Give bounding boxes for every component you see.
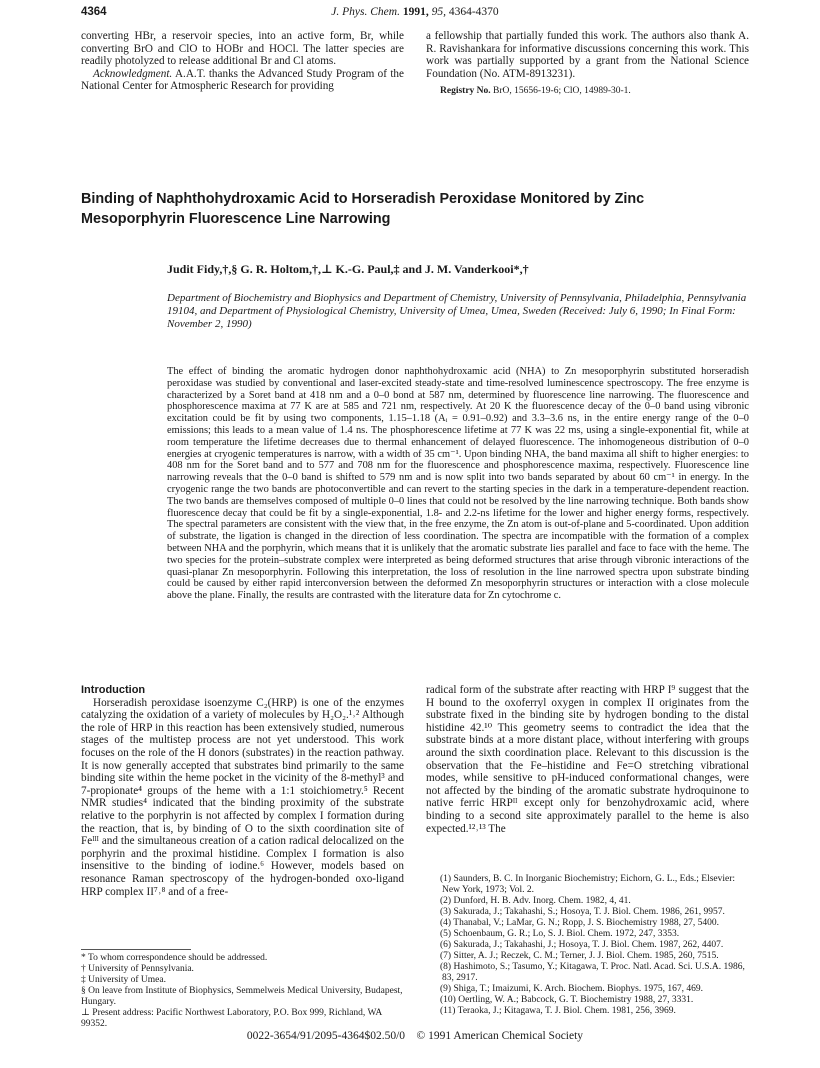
prev-article-text: converting HBr, a reservoir species, into an active form, Br, while converting BrO and ClO to HOBr and HOCl. The latter species are readily photolyzed to release additional Br and Cl atoms. [81,30,404,68]
article-title: Binding of Naphthohydroxamic Acid to Horseradish Peroxidase Monitored by Zinc Mesoporphyrin Fluorescence Line Narrowing [81,191,645,227]
reference-item: (8) Hashimoto, S.; Tasumo, Y.; Kitagawa, T. Proc. Natl. Acad. Sci. U.S.A. 1986, 83, 2917. [440,962,745,983]
footnote: * To whom correspondence should be addressed. [81,953,268,963]
footnotes [81,953,404,1030]
page-footer [81,1030,749,1042]
intro-right-column [426,684,749,835]
registry-label: Registry No. [440,86,491,97]
journal-year: 1991, [402,6,429,18]
page-number: 4364 [81,6,107,18]
reference-item: (2) Dunford, H. B. Adv. Inorg. Chem. 1982, 4, 41. [440,896,631,906]
running-header [81,6,749,22]
footnote: † University of Pennsylvania. [81,964,194,974]
footnote: § On leave from Institute of Biophysics, Semmelweis Medical University, Budapest, Hungary. [81,986,403,1007]
journal-name: J. Phys. Chem. [331,6,400,18]
article-code: 0022-3654/91/2095-4364$02.50/0 [246,1030,406,1042]
prev-article-right-text: a fellowship that partially funded this work. The authors also thank A. R. Ravishankara for informative discussions concerning this work. This work was partially supported by a grant from the National Science Foundation (No. ATM-8913231). [426,30,749,80]
reference-item: (11) Teraoka, J.; Kitagawa, T. J. Biol. Chem. 1981, 256, 3969. [440,1006,676,1016]
journal-volume: 95, [431,6,446,18]
ack-text: A.A.T. thanks the Advanced Study Program of the National Center for Atmospheric Research for providing [81,67,404,93]
reference-item: (1) Saunders, B. C. In Inorganic Biochemistry; Eichorn, G. L., Eds.; Elsevier: New York, 1973; Vol. 2. [440,874,736,895]
references [426,874,749,1017]
intro-paragraph-1: Horseradish peroxidase isoenzyme C₂(HRP) is one of the enzymes catalyzing the oxidation of a variety of molecules by H₂O₂.¹˒² Although the role of HRP in this reaction has been extensively studied, numerous stages of the multistep process are not yet understood. This work focuses on the role of the H donors (substrates) in the reaction pathway. It is now generally accepted that substrates bind primarily to the same binding site within the heme pocket in the vicinity of the 8-methyl³ and 7-propionate⁴ groups of the heme with a 1:1 stoichiometry.⁵ Recent NMR studies⁴ indicated that the binding proximity of the substrate relative to the porphyrin is not affected by complex I formation during the reaction, that is, by binding of O to the sixth coordination site of Feᴵᴵᴵ and the simultaneous creation of a cation radical delocalized on the porphyrin and the proximal histidine. Complex I formation is also insensitive to the binding of iodine.⁶ However, models based on resonance Raman spectroscopy of the hydrogen-bonded oxo-ligand HRP complex II⁷˒⁸ and of a free- [81,696,404,898]
section-heading-introduction: Introduction [81,684,146,696]
ack-label: Acknowledgment. [93,67,173,80]
reference-item: (3) Sakurada, J.; Takahashi, S.; Hosoya, T. J. Biol. Chem. 1986, 261, 9957. [440,907,725,917]
reference-item: (6) Sakurada, J.; Takahashi, J.; Hosoya, T. J. Biol. Chem. 1987, 262, 4407. [440,940,724,950]
journal-citation [81,6,749,18]
author-list: Judit Fidy,†,§ G. R. Holtom,†,⊥ K.-G. Paul,‡ and J. M. Vanderkooi*,† [167,262,529,276]
reference-item: (7) Sitter, A. J.; Reczek, C. M.; Terner, J. J. Biol. Chem. 1985, 260, 7515. [440,951,719,961]
copyright: © 1991 American Chemical Society [416,1030,584,1042]
footnote-rule [81,949,191,950]
registry-numbers [426,86,749,97]
prev-article-right-column [426,30,749,97]
footnote: ⊥ Present address: Pacific Northwest Laboratory, P.O. Box 999, Richland, WA 99352. [81,1008,382,1029]
reference-item: (9) Shiga, T.; Imaizumi, K. Arch. Biochem. Biophys. 1975, 167, 469. [440,984,703,994]
intro-left-column [81,684,404,898]
intro-paragraph-2: radical form of the substrate after reacting with HRP I⁹ suggest that the H bound to the oxoferryl oxygen in complex II originates from the substrate fixed in the binding site by hydrogen bonding to the distal histidine 42.¹⁰ This geometry seems to contradict the idea that the substrate binds at a more distant place, without interfering with groups around the sixth coordination place. Relevant to this discussion is the observation that the Fe–histidine and Fe=O stretching vibrational modes, while sensitive to pH-induced conformational changes, were not affected by the binding of the aromatic substrate hydroquinone to native ferric HRPᴵᴵ except only for benzohydroxamic acid, where binding to a second site approximately parallel to the heme is also expected.¹²˒¹³ The [426,684,749,835]
journal-pages: 4364-4370 [448,6,499,18]
registry-text: BrO, 15656-19-6; ClO, 14989-30-1. [493,86,631,97]
affiliation: Department of Biochemistry and Biophysics and Department of Chemistry, University of Pennsylvania, Philadelphia, Pennsylvania 19104, and Department of Physiological Chemistry, University of Umea, Umea, Sweden (Received: July 6, 1990; In Final Form: November 2, 1990) [167,292,747,330]
reference-item: (4) Thanabal, V.; LaMar, G. N.; Ropp, J. S. Biochemistry 1988, 27, 5400. [440,918,720,928]
footnote-divider [81,949,191,950]
abstract: The effect of binding the aromatic hydrogen donor naphthohydroxamic acid (NHA) to Zn mesoporphyrin substituted horseradish peroxidase was studied by conventional and laser-excited steady-state and time-resolved luminescence spectroscopy. The free enzyme is characterized by a Soret band at 418 nm and a 0–0 bond at 587 nm, determined by fluorescence line narrowing. The fluorescence and phosphorescence maxima at 77 K are at 585 and 721 nm, respectively. At 20 K the fluorescence decay of the 0–0 band using vibronic excitation could be fit by using two components, 1.15–1.18 (Aᵢ = 0.91–0.92) and 3.3–3.6 ns, in the entire energy range of the 0–0 emissions; this leads to a mean value of 1.4 ns. The phosphorescence lifetime at 77 K was 22 ms, using a single-exponential fit, while at room temperature the lifetime decreases due to thermal enhancement of delayed fluorescence. The inhomogeneous distribution of 0–0 energies at cryogenic temperatures is narrow, with a width of 35 cm⁻¹. Upon binding NHA, the band maxima all shift to higher energies: to 408 nm for the Soret band and to 577 and 708 nm for the fluorescence and phosphorescence maxima, respectively. Fluorescence line narrowing reveals that the 0–0 band is shifted to 579 nm and is now split into two bands separated by about 60 cm⁻¹ in energy. In the cryogenic range the two bands are photoconvertible and can revert to the starting species in the dark in a temperature-dependent reaction. The two bands are themselves composed of multiple 0–0 lines that could not be resolved by the line narrowing technique. Both bands show fluorescence decay that could be fit by a single-exponential, 1.8- and 2.2-ns lifetime for the lower and higher energy forms, respectively. The spectral parameters are consistent with the view that, in the free enzyme, the Zn atom is out-of-plane and 5-coordinated. Upon addition of substrate, the ligation is changed in the direction of less coordination. The spectra are incompatible with the formation of a complex between NHA and the porphyrin, which means that it is unlikely that the aromatic substrate lies parallel and face to face with the heme. The two species for the protein–substrate complex were interpreted as being deformed structures that arise through vibronic interactions of the quasi-planar Zn mesoporphyrin. Following this interpretation, the loss of resolution in the line narrowed spectra upon substrate binding could be caused by either rapid interconversion between the deformed Zn mesoporphyrin structures or interaction with a close molecule above the plane. Finally, the results are contrasted with the literature data for Zn cytochrome c. [167,366,749,602]
reference-item: (5) Schoenbaum, G. R.; Lo, S. J. Biol. Chem. 1972, 247, 3353. [440,929,680,939]
reference-item: (10) Oertling, W. A.; Babcock, G. T. Biochemistry 1988, 27, 3331. [440,995,694,1005]
footnote: ‡ University of Umea. [81,975,166,985]
prev-article-left-column [81,30,404,93]
acknowledgment [81,68,404,93]
